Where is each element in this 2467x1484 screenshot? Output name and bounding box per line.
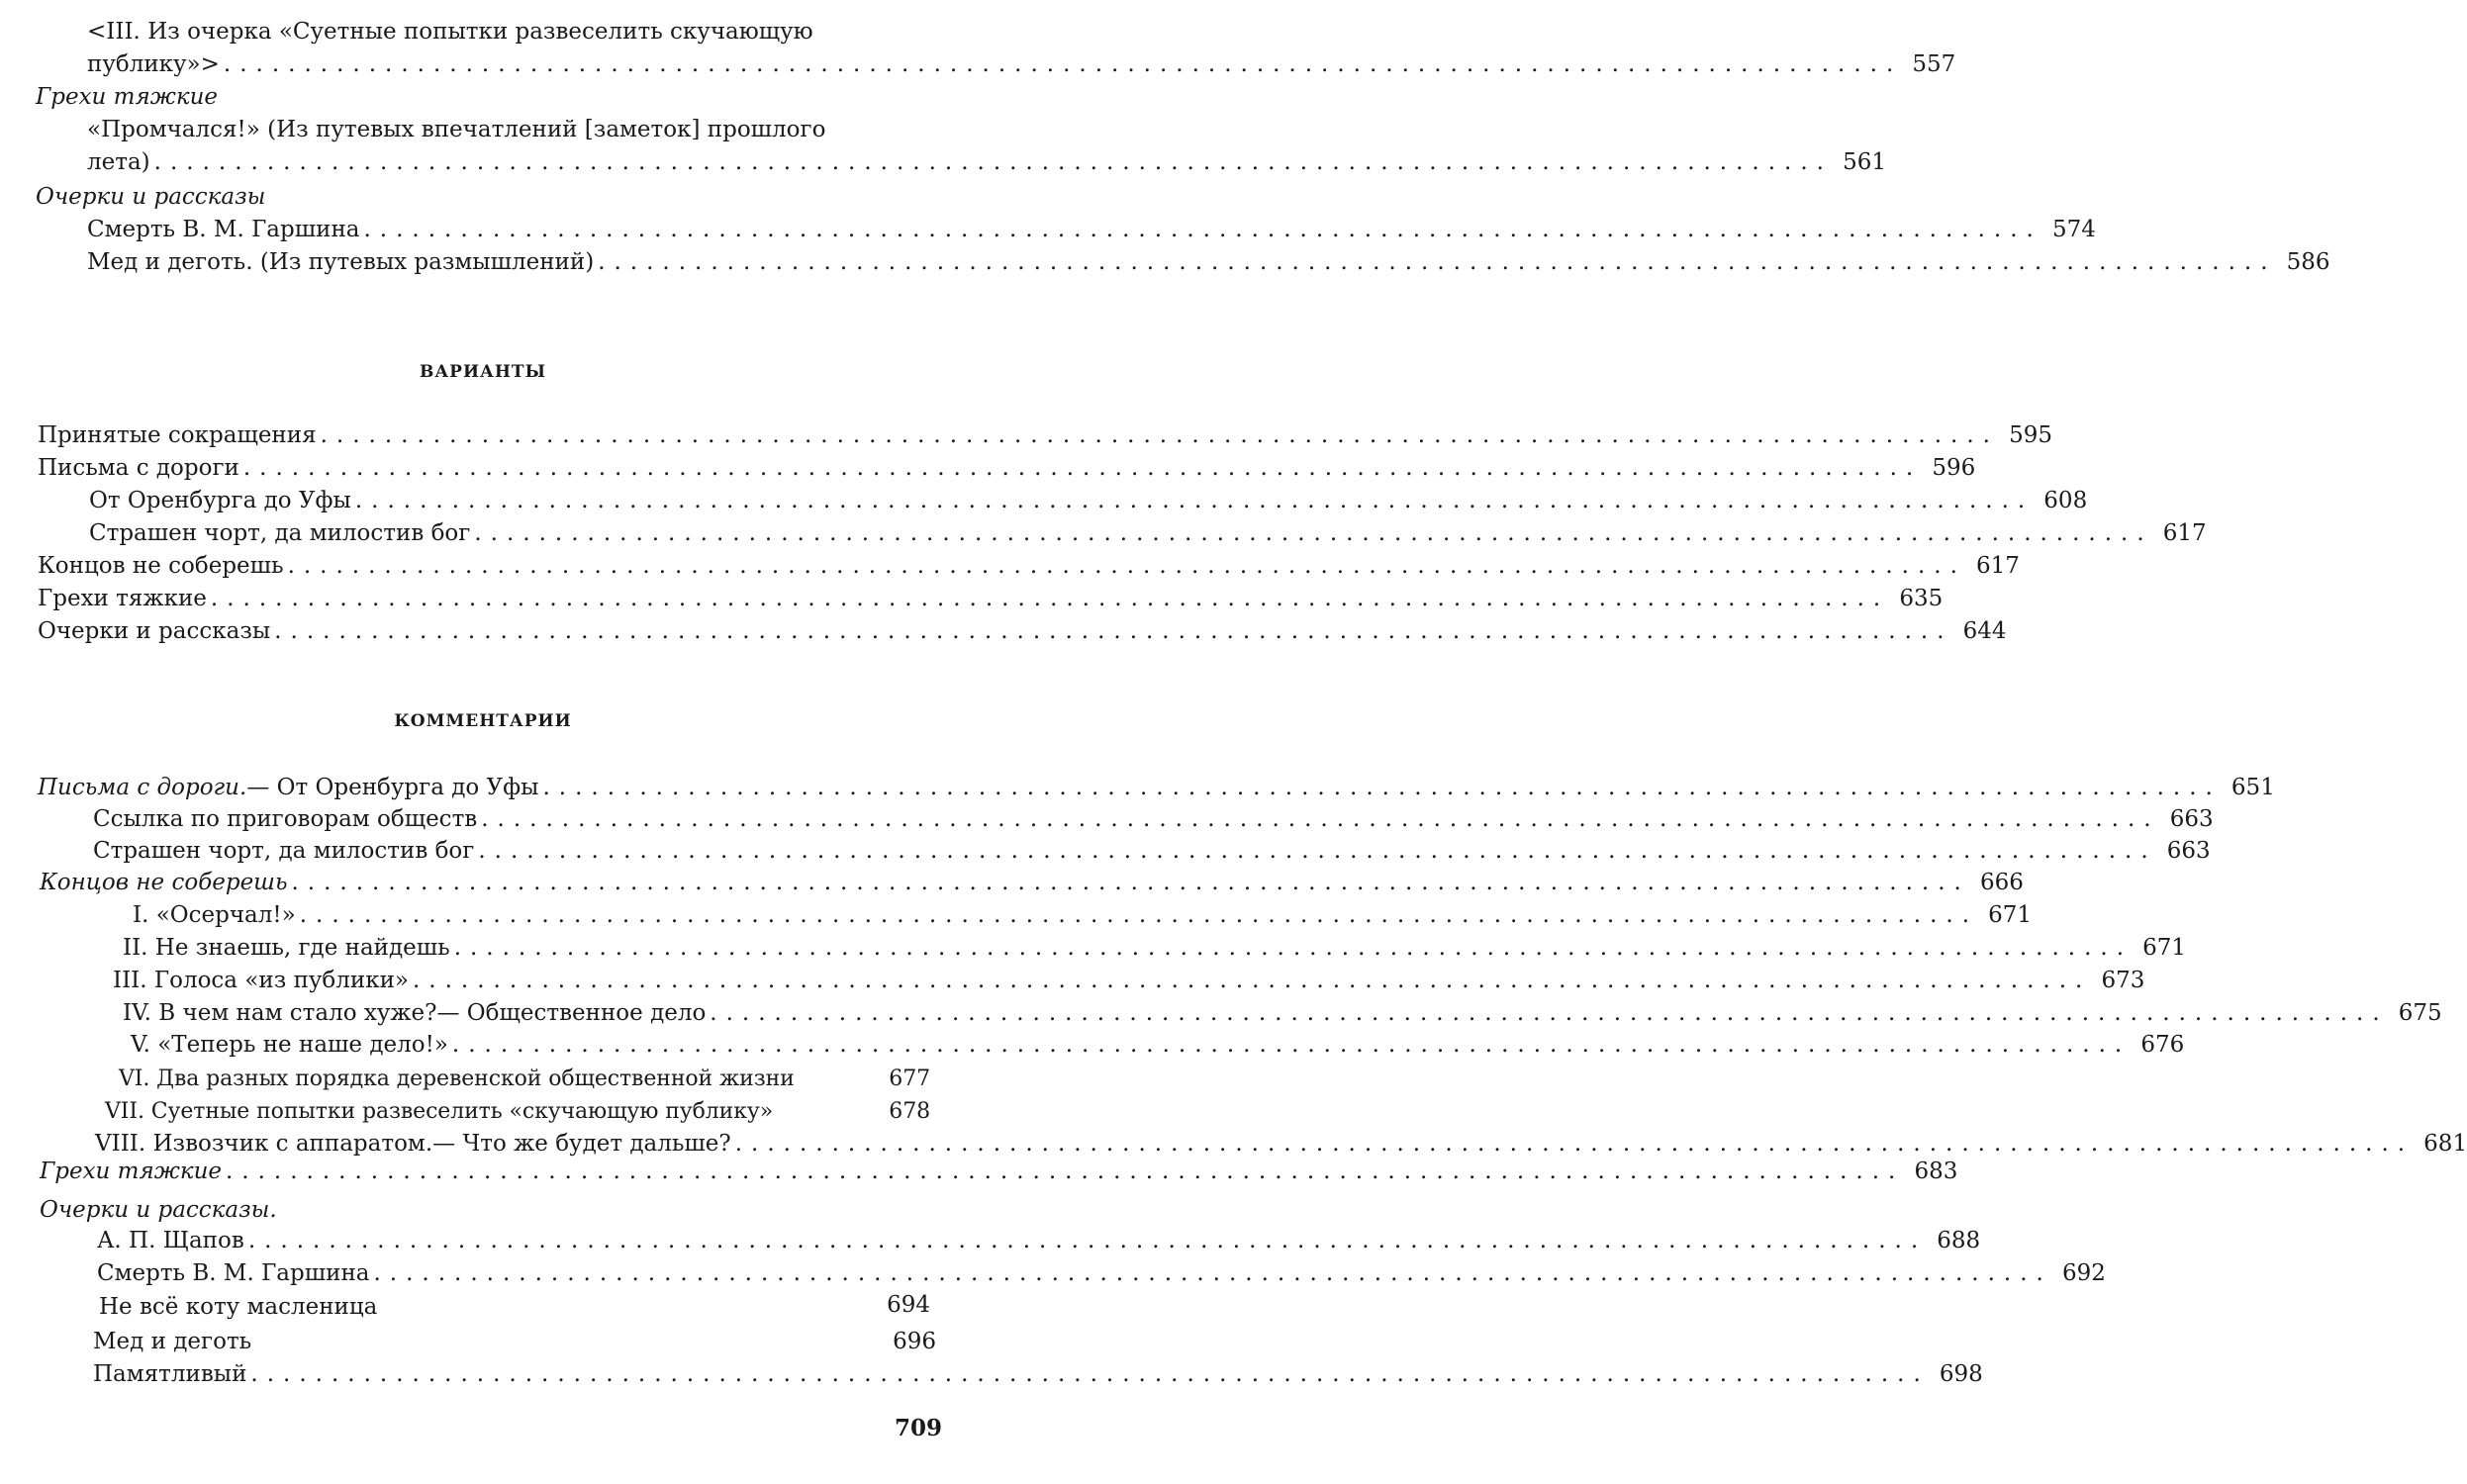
- entry-page: 666: [1979, 870, 2024, 895]
- entry-page: 617: [1976, 553, 2020, 579]
- dot-leader: ........................................................................................................: [451, 1032, 2132, 1058]
- entry-title-italic: Письма с дороги.: [38, 775, 247, 800]
- entry-title: Концов не соберешь: [40, 870, 288, 895]
- entry-page: 671: [1988, 902, 2033, 928]
- entry-title: VIII. Извозчик с аппаратом.— Что же будет дальше?: [95, 1131, 731, 1157]
- toc-entry: [40, 867, 2024, 899]
- entry-title: Грехи тяжкие: [40, 1159, 222, 1184]
- dot-leader: ........................................................................................................: [354, 488, 2035, 513]
- toc-entry: [113, 965, 2145, 997]
- entry-title: VII. Суетные попытки развеселить «скучающую публику»: [105, 1099, 774, 1124]
- dot-leader: ........................................................................................................: [598, 249, 2277, 275]
- entry-title: Смерть В. М. Гаршина: [87, 217, 360, 242]
- entry-title: Страшен чорт, да милостив бог: [89, 520, 471, 546]
- entry-page: 561: [1843, 149, 1886, 175]
- entry-title: <III. Из очерка «Суетные попытки развеселить скучающую: [87, 19, 813, 45]
- entry-page: 651: [2230, 775, 2275, 800]
- entry-page: 692: [2061, 1260, 2106, 1286]
- dot-leader: ........................................................................................................: [474, 520, 2153, 546]
- dot-leader: ........................................................................................................: [242, 455, 1923, 481]
- toc-entry: [87, 146, 1886, 179]
- toc-entry: [89, 485, 2088, 517]
- entry-title: [38, 772, 538, 804]
- toc-group-heading: [40, 1194, 277, 1227]
- section-heading-comments: КОММЕНТАРИИ: [394, 711, 572, 731]
- dot-leader: ........................................................................................................: [274, 618, 1953, 644]
- entry-page: 688: [1937, 1228, 1981, 1253]
- toc-entry-line: [87, 16, 813, 48]
- entry-page: 681: [2423, 1131, 2467, 1157]
- section-heading-variants: ВАРИАНТЫ: [419, 362, 547, 382]
- group-title: Грехи тяжкие: [36, 84, 218, 110]
- dot-leader: ........................................................................................................: [153, 149, 1833, 175]
- entry-page: 698: [1939, 1361, 1983, 1387]
- toc-entry-line: [87, 114, 825, 146]
- toc-entry: [87, 48, 1956, 81]
- entry-title: Смерть В. М. Гаршина: [97, 1260, 370, 1286]
- entry-page: 663: [2169, 806, 2214, 832]
- entry-page: 586: [2286, 249, 2330, 275]
- dot-leader: ........................................................................................................: [223, 51, 1903, 77]
- dot-leader: ........................................................................................................: [363, 217, 2042, 242]
- toc-entry: [93, 803, 2214, 836]
- entry-title: Письма с дороги: [38, 455, 239, 481]
- entry-page: 678: [889, 1099, 930, 1124]
- toc-group-heading: [36, 181, 265, 214]
- toc-entry: [87, 214, 2096, 246]
- toc-entry: [38, 583, 1944, 615]
- entry-title: А. П. Щапов: [97, 1228, 244, 1253]
- entry-page: 608: [2043, 488, 2088, 513]
- entry-title: «Промчался!» (Из путевых впечатлений [заметок] прошлого: [87, 117, 826, 142]
- entry-page: 683: [1914, 1159, 1958, 1184]
- entry-title: V. «Теперь не наше дело!»: [131, 1032, 448, 1058]
- toc-entry: [93, 1326, 936, 1358]
- dot-leader: ........................................................................................................: [226, 1159, 1905, 1184]
- entry-page: 671: [2142, 935, 2187, 961]
- entry-page: 696: [893, 1329, 936, 1354]
- entry-title: Концов не соберешь: [38, 553, 284, 579]
- toc-entry: [38, 615, 2007, 648]
- dot-leader: ........................................................................................................: [291, 870, 1970, 895]
- toc-entry: [93, 835, 2211, 868]
- entry-page: 617: [2162, 520, 2207, 546]
- toc-entry: [123, 997, 2442, 1030]
- entry-page: 677: [889, 1067, 930, 1091]
- entry-page: 596: [1932, 455, 1976, 481]
- entry-title: I. «Осерчал!»: [133, 902, 296, 928]
- entry-page: 557: [1912, 51, 1956, 77]
- toc-entry: [99, 1291, 377, 1324]
- toc-entry: [89, 517, 2207, 550]
- dot-leader: ........................................................................................................: [299, 902, 1979, 928]
- entry-title: IV. В чем нам стало хуже?— Общественное дело: [123, 1000, 707, 1026]
- toc-entry: [105, 1095, 930, 1128]
- toc-entry: [119, 1063, 930, 1095]
- entry-title: Грехи тяжкие: [38, 586, 207, 611]
- toc-entry: [97, 1257, 2106, 1290]
- entry-title: Мед и деготь. (Из путевых размышлений): [87, 249, 595, 275]
- dot-leader: ........................................................................................................: [373, 1260, 2052, 1286]
- entry-title: III. Голоса «из публики»: [113, 968, 409, 993]
- dot-leader: ........................................................................................................: [478, 838, 2157, 864]
- dot-leader: ........................................................................................................: [710, 1000, 2389, 1026]
- entry-title: Не всё коту масленица: [99, 1294, 378, 1320]
- toc-group-heading: [36, 81, 218, 114]
- dot-leader: ........................................................................................................: [210, 586, 1890, 611]
- dot-leader: ........................................................................................................: [453, 935, 2134, 961]
- dot-leader: ........................................................................................................: [413, 968, 2092, 993]
- dot-leader: ........................................................................................................: [250, 1361, 1930, 1387]
- entry-title: VI. Два разных порядка деревенской общественной жизни: [119, 1067, 795, 1091]
- toc-entry: [133, 899, 2033, 932]
- entry-title: Очерки и рассказы: [38, 618, 271, 644]
- entry-page: 635: [1899, 586, 1944, 611]
- entry-page: 663: [2166, 838, 2211, 864]
- dot-leader: ........................................................................................................: [320, 422, 1999, 448]
- dot-leader: ........................................................................................................: [247, 1228, 1928, 1253]
- group-title: Очерки и рассказы.: [40, 1197, 277, 1223]
- toc-entry: [123, 932, 2187, 965]
- entry-title: Страшен чорт, да милостив бог: [93, 838, 475, 864]
- entry-page: 676: [2140, 1032, 2185, 1058]
- dot-leader: ........................................................................................................: [287, 553, 1966, 579]
- toc-entry: [38, 452, 1976, 485]
- page-number: 709: [895, 1415, 943, 1441]
- toc-entry: [131, 1029, 2185, 1062]
- toc-entry: [38, 772, 2275, 804]
- entry-page: 673: [2101, 968, 2145, 993]
- entry-page: 574: [2051, 217, 2096, 242]
- entry-title: публику»>: [87, 51, 220, 77]
- toc-entry: [40, 1156, 1958, 1188]
- entry-page: 694: [887, 1292, 930, 1318]
- toc-entry: [38, 419, 2052, 452]
- entry-title: Принятые сокращения: [38, 422, 317, 448]
- entry-title: Мед и деготь: [93, 1329, 252, 1354]
- toc-entry: [97, 1225, 1981, 1257]
- toc-entry: [93, 1358, 1983, 1391]
- dot-leader: ........................................................................................................: [734, 1131, 2415, 1157]
- entry-title: Памятливый: [93, 1361, 247, 1387]
- entry-title-rest: — От Оренбурга до Уфы: [246, 775, 539, 800]
- entry-title: Ссылка по приговорам обществ: [93, 806, 478, 832]
- entry-page: 644: [1962, 618, 2007, 644]
- entry-page: 595: [2009, 422, 2052, 448]
- entry-title: лета): [87, 149, 150, 175]
- dot-leader: ........................................................................................................: [542, 775, 2222, 800]
- group-title: Очерки и рассказы: [36, 184, 266, 210]
- entry-title: От Оренбурга до Уфы: [89, 488, 351, 513]
- entry-title: II. Не знаешь, где найдешь: [123, 935, 450, 961]
- dot-leader: ........................................................................................................: [481, 806, 2160, 832]
- toc-entry-page: [881, 1289, 930, 1322]
- toc-entry: [87, 246, 2330, 279]
- entry-page: 675: [2398, 1000, 2442, 1026]
- toc-entry: [38, 550, 2020, 583]
